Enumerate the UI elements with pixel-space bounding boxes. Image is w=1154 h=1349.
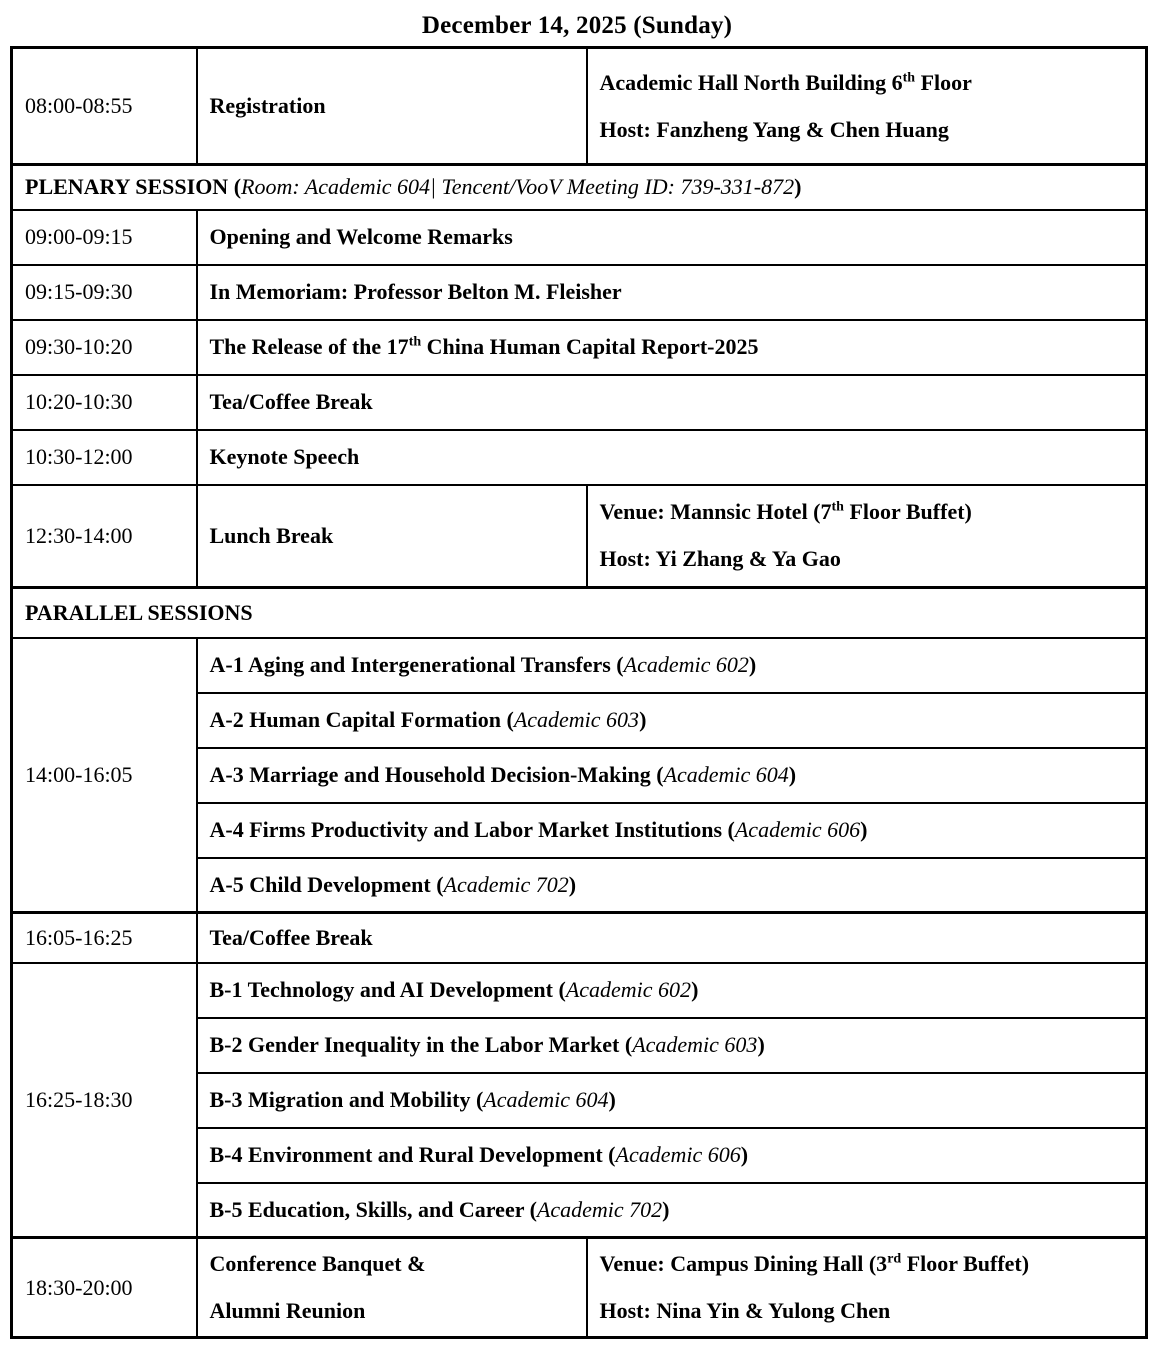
venue-host-cell bbox=[587, 48, 1147, 165]
row-parallel-heading bbox=[12, 588, 1147, 638]
ordinal-superscript: th bbox=[831, 499, 844, 515]
venue-text: Venue: Mannsic Hotel (7 bbox=[599, 499, 832, 525]
event-text: Opening and Welcome Remarks bbox=[209, 224, 513, 249]
venue-text-tail: Floor bbox=[915, 69, 972, 95]
session-close: ) bbox=[568, 871, 577, 897]
host-line: Host: Yi Zhang & Ya Gao bbox=[599, 546, 841, 572]
event-line-2: Alumni Reunion bbox=[209, 1298, 366, 1323]
event-text: The Release of the 17 bbox=[209, 334, 409, 359]
session-room: Academic 702 bbox=[536, 1196, 663, 1222]
venue-text-tail: Floor Buffet) bbox=[843, 499, 972, 525]
row-tea-break-2 bbox=[12, 913, 1147, 963]
session-close: ) bbox=[691, 977, 699, 1002]
session-close: ) bbox=[662, 1196, 670, 1222]
session-title: B-2 Gender Inequality in the Labor Market ( bbox=[209, 1032, 633, 1057]
time-cell: 09:00-09:15 bbox=[12, 210, 197, 265]
event-cell: Tea/Coffee Break bbox=[197, 913, 1147, 963]
session-title: A-4 Firms Productivity and Labor Market Institutions ( bbox=[209, 817, 735, 842]
time-cell: 10:30-12:00 bbox=[12, 430, 197, 485]
session-cell bbox=[197, 748, 1147, 803]
session-close: ) bbox=[860, 817, 868, 842]
event-text: Keynote Speech bbox=[209, 444, 360, 469]
session-cell bbox=[197, 638, 1147, 693]
event-cell bbox=[197, 1238, 587, 1338]
row-session-a1 bbox=[12, 638, 1147, 693]
row-registration bbox=[12, 48, 1147, 165]
time-cell: 12:30-14:00 bbox=[12, 485, 197, 588]
event-cell bbox=[197, 320, 1147, 375]
venue-line bbox=[600, 1251, 1136, 1277]
session-close: ) bbox=[757, 1032, 765, 1057]
event-cell bbox=[197, 430, 1147, 485]
session-title: A-2 Human Capital Formation ( bbox=[209, 707, 514, 732]
time-cell-session-a: 14:00-16:05 bbox=[12, 638, 197, 913]
session-room: Academic 604 bbox=[483, 1087, 609, 1112]
session-cell bbox=[197, 858, 1147, 913]
event-text: Tea/Coffee Break bbox=[209, 389, 373, 414]
venue-line bbox=[600, 70, 1136, 96]
session-room: Academic 603 bbox=[513, 707, 640, 732]
session-room: Academic 702 bbox=[443, 871, 569, 897]
row-lunch-break bbox=[12, 485, 1147, 588]
session-close: ) bbox=[740, 1142, 749, 1167]
event-line-1: Conference Banquet & bbox=[209, 1251, 426, 1276]
page-title: December 14, 2025 (Sunday) bbox=[421, 12, 733, 39]
time-cell: 09:30-10:20 bbox=[12, 320, 197, 375]
time-cell: 16:05-16:25 bbox=[12, 913, 197, 963]
plenary-heading-close: ) bbox=[794, 174, 802, 200]
session-room: Academic 606 bbox=[615, 1142, 741, 1167]
event-cell bbox=[197, 265, 1147, 320]
session-title: A-5 Child Development ( bbox=[209, 871, 444, 897]
session-title: A-1 Aging and Intergenerational Transfers ( bbox=[209, 652, 624, 677]
row-in-memoriam bbox=[12, 265, 1147, 320]
ordinal-superscript: th bbox=[902, 70, 916, 86]
session-close: ) bbox=[748, 652, 757, 677]
session-close: ) bbox=[608, 1087, 616, 1112]
session-cell bbox=[197, 803, 1147, 858]
session-cell bbox=[197, 1018, 1147, 1073]
venue-host-cell bbox=[587, 1238, 1147, 1338]
venue-line bbox=[600, 499, 1136, 525]
event-text: In Memoriam: Professor Belton M. Fleisher bbox=[209, 279, 622, 304]
row-opening-remarks bbox=[12, 210, 1147, 265]
row-keynote-speech bbox=[12, 430, 1147, 485]
event-cell bbox=[197, 375, 1147, 430]
ordinal-superscript: rd bbox=[887, 1251, 902, 1267]
session-cell bbox=[197, 1073, 1147, 1128]
session-room: Academic 604 bbox=[663, 762, 789, 787]
session-room: Academic 602 bbox=[623, 652, 749, 677]
time-cell: 08:00-08:55 bbox=[12, 48, 197, 165]
venue-host-cell bbox=[587, 485, 1147, 588]
session-room: Academic 602 bbox=[565, 977, 692, 1002]
venue-text: Venue: Campus Dining Hall (3 bbox=[599, 1251, 888, 1276]
session-title: B-5 Education, Skills, and Career ( bbox=[209, 1196, 537, 1222]
plenary-heading-room-info: Room: Academic 604| Tencent/VooV Meeting ID: 739-331-872 bbox=[241, 174, 795, 200]
parallel-heading-cell: PARALLEL SESSIONS bbox=[12, 588, 1147, 638]
row-tea-break-1 bbox=[12, 375, 1147, 430]
event-text-tail: China Human Capital Report-2025 bbox=[421, 334, 759, 359]
ordinal-superscript: th bbox=[408, 334, 422, 350]
event-cell: Lunch Break bbox=[197, 485, 587, 588]
session-cell bbox=[197, 963, 1147, 1018]
time-cell: 09:15-09:30 bbox=[12, 265, 197, 320]
session-title: B-4 Environment and Rural Development ( bbox=[209, 1142, 616, 1167]
session-close: ) bbox=[639, 707, 647, 732]
host-line: Host: Nina Yin & Yulong Chen bbox=[599, 1298, 891, 1323]
row-banquet bbox=[12, 1238, 1147, 1338]
host-line: Host: Fanzheng Yang & Chen Huang bbox=[599, 116, 949, 142]
time-cell: 18:30-20:00 bbox=[12, 1238, 197, 1338]
row-plenary-heading bbox=[12, 165, 1147, 210]
row-report-release bbox=[12, 320, 1147, 375]
row-session-b1 bbox=[12, 963, 1147, 1018]
session-close: ) bbox=[788, 762, 797, 787]
session-cell bbox=[197, 1128, 1147, 1183]
session-title: A-3 Marriage and Household Decision-Making ( bbox=[209, 762, 664, 787]
session-title: B-1 Technology and AI Development ( bbox=[209, 977, 566, 1002]
session-cell bbox=[197, 693, 1147, 748]
venue-text: Academic Hall North Building 6 bbox=[599, 69, 903, 95]
session-room: Academic 603 bbox=[632, 1032, 758, 1057]
time-cell: 10:20-10:30 bbox=[12, 375, 197, 430]
plenary-heading-bold: PLENARY SESSION ( bbox=[25, 174, 242, 200]
event-cell bbox=[197, 210, 1147, 265]
session-cell bbox=[197, 1183, 1147, 1238]
plenary-heading-cell bbox=[12, 165, 1147, 210]
schedule-table bbox=[10, 46, 1148, 1339]
time-cell-session-b: 16:25-18:30 bbox=[12, 963, 197, 1238]
session-title: B-3 Migration and Mobility ( bbox=[209, 1087, 484, 1112]
event-cell: Registration bbox=[197, 48, 587, 165]
session-room: Academic 606 bbox=[734, 817, 861, 842]
venue-text-tail: Floor Buffet) bbox=[901, 1251, 1030, 1276]
